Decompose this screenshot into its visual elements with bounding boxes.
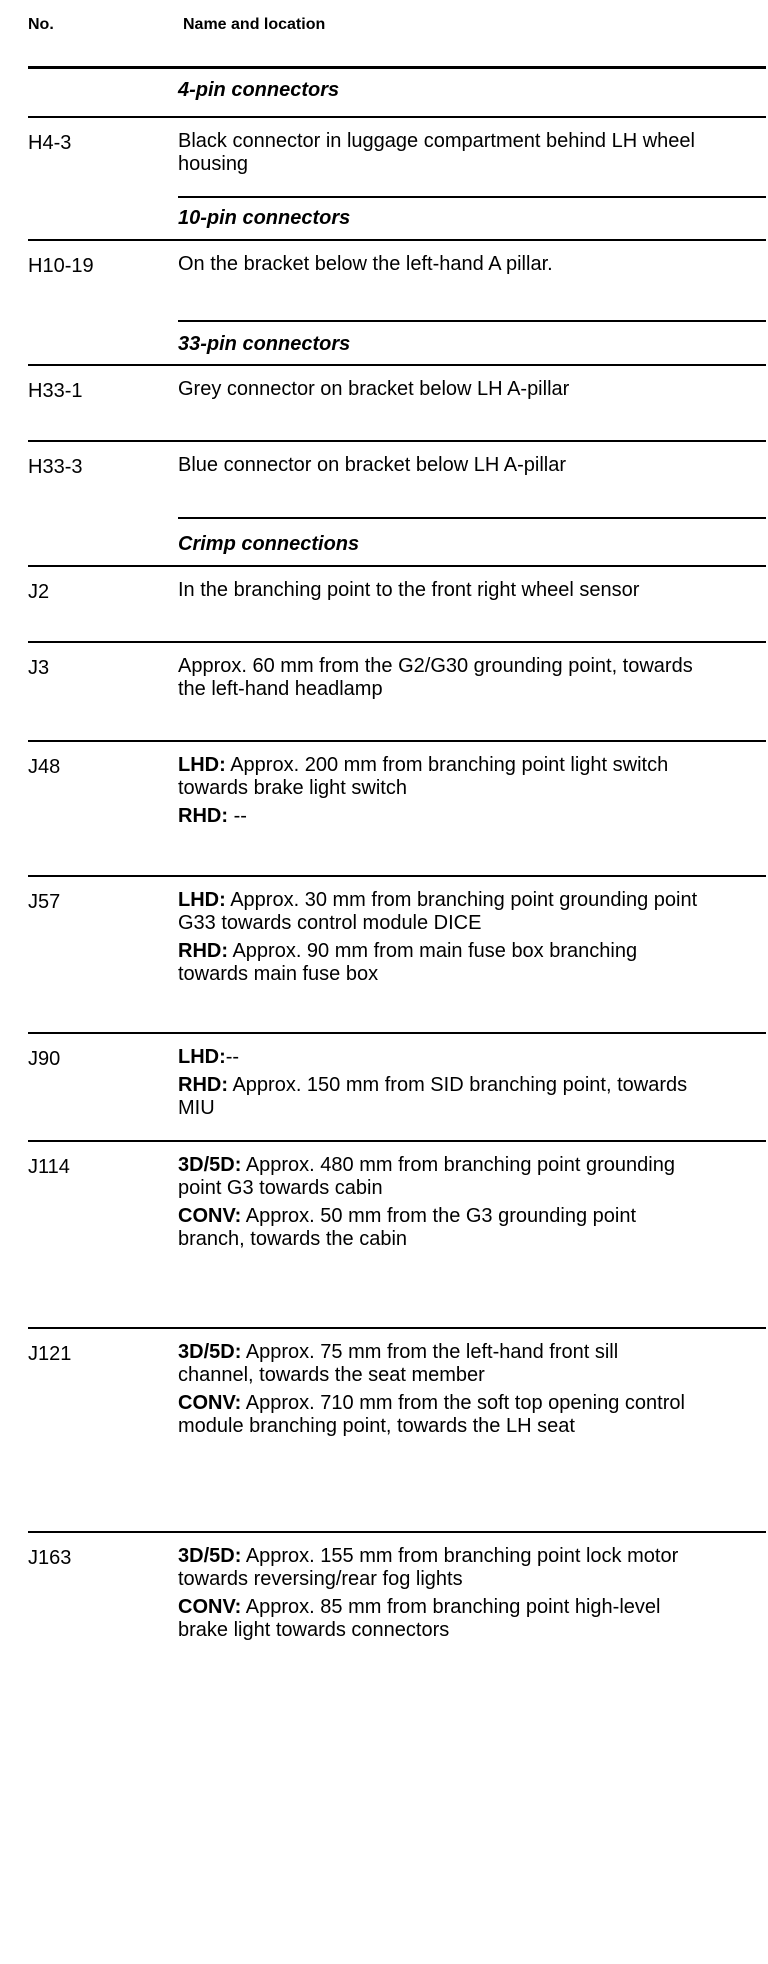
row-divider xyxy=(28,641,766,643)
row-divider xyxy=(28,740,766,742)
row-divider xyxy=(28,364,766,366)
row-divider xyxy=(28,1327,766,1329)
row-number: J57 xyxy=(28,891,61,913)
row-number: J3 xyxy=(28,657,50,679)
row-description: Grey connector on bracket below LH A-pillar xyxy=(178,378,570,400)
row-number: J114 xyxy=(28,1156,70,1178)
row-description: On the bracket below the left-hand A pillar. xyxy=(178,253,553,275)
row-divider xyxy=(28,1032,766,1034)
section-title-crimp: Crimp connections xyxy=(178,533,360,555)
row-divider xyxy=(28,875,766,877)
row-number: J48 xyxy=(28,756,61,778)
row-divider xyxy=(178,517,766,519)
row-description: LHD: Approx. 30 mm from branching point grounding point G33 towards control module DICE RHD: Approx. 90 mm from main fuse box branching towards main fuse box xyxy=(178,889,698,985)
row-number: J2 xyxy=(28,581,50,603)
column-header-name: Name and location xyxy=(183,16,326,33)
row-description: In the branching point to the front right wheel sensor xyxy=(178,579,640,601)
row-divider xyxy=(178,196,766,198)
section-title-33-pin: 33-pin connectors xyxy=(178,333,351,355)
row-description: Blue connector on bracket below LH A-pillar xyxy=(178,454,566,476)
row-divider xyxy=(28,239,766,241)
row-description: Black connector in luggage compartment behind LH wheel housing xyxy=(178,130,695,175)
row-description: 3D/5D: Approx. 155 mm from branching point lock motor towards reversing/rear fog lights CONV: Approx. 85 mm from branching point high-level brake light towards connectors xyxy=(178,1545,679,1641)
row-divider xyxy=(178,320,766,322)
row-description: LHD:-- RHD: Approx. 150 mm from SID branching point, towards MIU xyxy=(178,1046,688,1119)
row-number: J90 xyxy=(28,1048,61,1070)
row-divider xyxy=(28,1140,766,1142)
column-header-no: No. xyxy=(28,16,54,33)
row-description: 3D/5D: Approx. 480 mm from branching point grounding point G3 towards cabin CONV: Approx. 50 mm from the G3 grounding point branch, towards the cabin xyxy=(178,1154,675,1250)
row-description: 3D/5D: Approx. 75 mm from the left-hand front sill channel, towards the seat member CONV: Approx. 710 mm from the soft top opening control module branching point, towards the LH seat xyxy=(178,1341,685,1437)
section-title-10-pin: 10-pin connectors xyxy=(178,207,351,229)
header-rule xyxy=(28,66,766,69)
row-description: Approx. 60 mm from the G2/G30 grounding point, towards the left-hand headlamp xyxy=(178,655,693,700)
row-divider xyxy=(28,1531,766,1533)
row-number: H10-19 xyxy=(28,255,94,277)
row-divider xyxy=(28,440,766,442)
row-number: H33-3 xyxy=(28,456,83,478)
row-number: H33-1 xyxy=(28,380,83,402)
row-number: H4-3 xyxy=(28,132,72,154)
section-title-4-pin: 4-pin connectors xyxy=(178,79,340,101)
row-number: J121 xyxy=(28,1343,72,1365)
row-divider xyxy=(28,116,766,118)
row-number: J163 xyxy=(28,1547,72,1569)
row-divider xyxy=(28,565,766,567)
row-description: LHD: Approx. 200 mm from branching point light switch towards brake light switch RHD: -- xyxy=(178,754,669,827)
